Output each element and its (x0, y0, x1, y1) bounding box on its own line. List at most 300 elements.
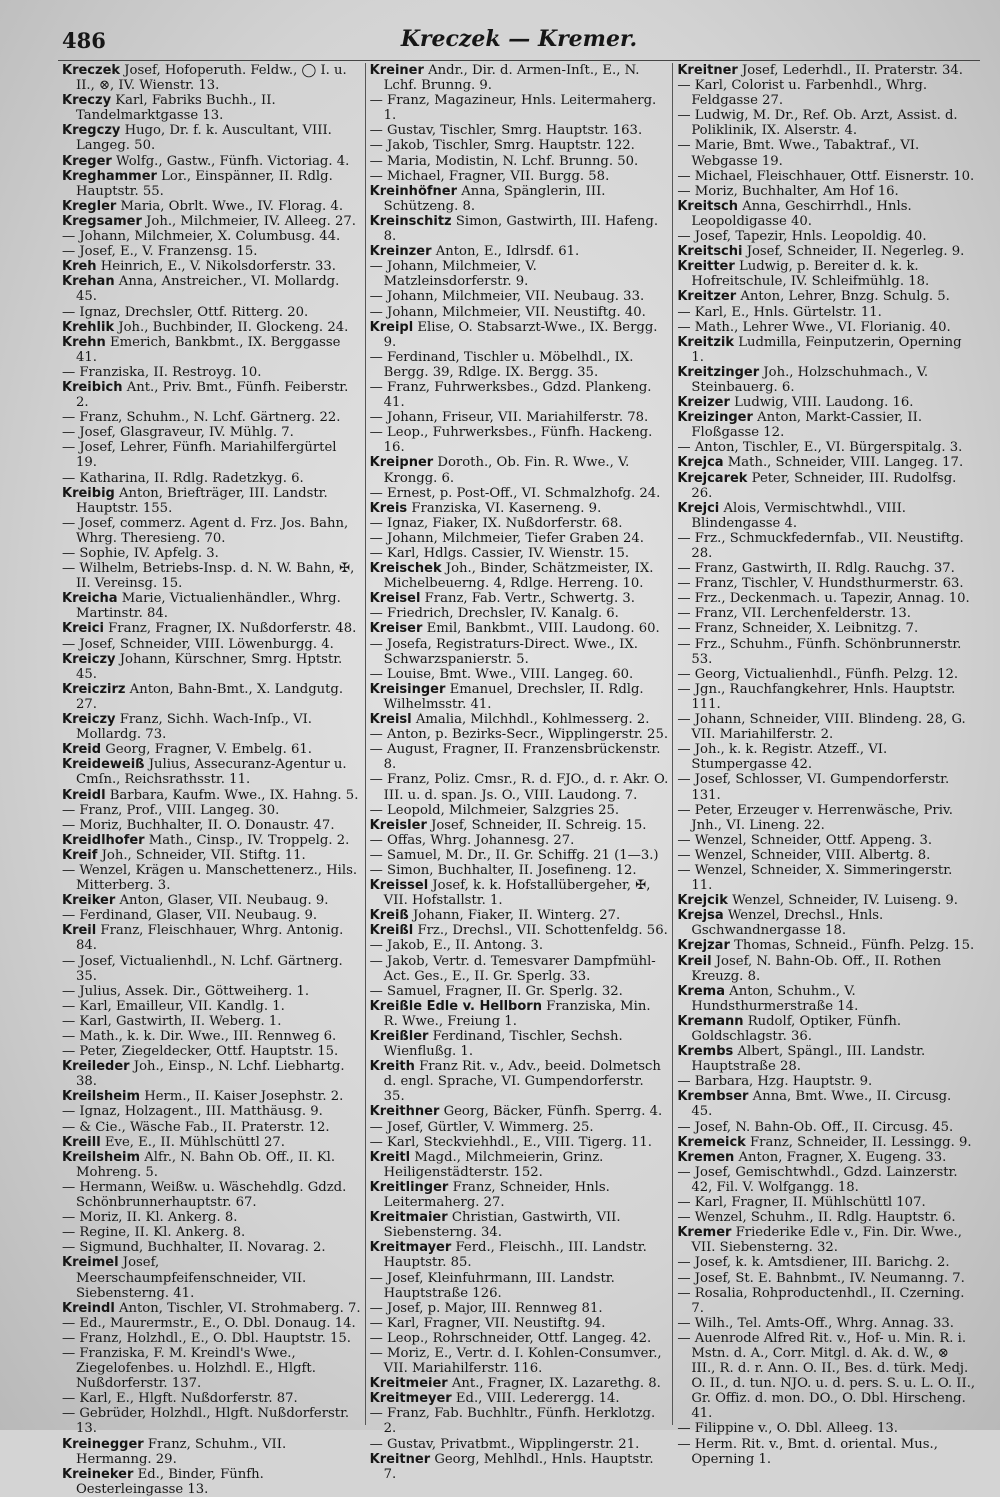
directory-entry (677, 848, 976, 863)
directory-entry (677, 471, 976, 501)
entry-details: — Wenzel, Schuhm., II. Rdlg. Hauptstr. 6. (677, 1210, 956, 1226)
directory-entry (677, 893, 976, 908)
entry-details: Alois, Vermischtwhdl., VIII. Blindengasse 4. (691, 500, 906, 531)
directory-entry (677, 1195, 976, 1210)
entry-details: — Franz, Schuhm., N. Lchf. Gärtnerg. 22. (62, 410, 341, 426)
directory-entry (370, 682, 669, 712)
directory-entry (677, 305, 976, 320)
entry-details: Franz, Sichh. Wach-Inſp., VI. Mollardg. 73. (76, 712, 312, 743)
entry-surname: Kreissel (369, 878, 429, 894)
directory-entry (62, 803, 361, 818)
directory-entry (677, 667, 976, 682)
directory-entry (62, 380, 361, 410)
entry-surname: Kreitmeyer (369, 1391, 452, 1407)
directory-entry (62, 999, 361, 1014)
directory-entry (370, 138, 669, 153)
directory-entry (62, 440, 361, 470)
entry-details: — Jgn., Rauchfangkehrer, Hnls. Hauptstr. 111. (677, 681, 956, 712)
entry-details: Eve, E., II. Mühlschüttl 27. (104, 1134, 285, 1150)
page-header (58, 26, 980, 60)
entry-surname: Kreitschi (677, 244, 743, 260)
entry-details: — Karl, Colorist u. Farbenhdl., Whrg. Feldgasse 27. (677, 78, 928, 109)
directory-entry (370, 154, 669, 169)
entry-details: — Josef, Schneider, VIII. Löwenburgg. 4. (62, 636, 334, 652)
directory-entry (62, 516, 361, 546)
entry-details: Math., Schneider, VIII. Langeg. 17. (727, 455, 964, 471)
entry-details: — Josefa, Registraturs-Direct. Wwe., IX. Schwarzspanierstr. 5. (369, 636, 638, 667)
entry-details: Franz, Fleischhauer, Whrg. Antonig. 84. (76, 923, 344, 954)
directory-entry (62, 1255, 361, 1300)
entry-details: — Josef, Tapezir, Hnls. Leopoldig. 40. (677, 229, 927, 245)
directory-entry (677, 863, 976, 893)
directory-entry (62, 954, 361, 984)
entry-details: — Frz., Schmuckfedernfab., VII. Neustiftg. 28. (677, 530, 964, 561)
page-number: 486 (62, 28, 106, 53)
directory-entry (677, 531, 976, 561)
entry-details: Anton, Bahn-Bmt., X. Landgutg. 27. (76, 681, 344, 712)
entry-surname: Kreitmaier (369, 1210, 448, 1226)
directory-entry (62, 154, 361, 169)
entry-surname: Krejca (677, 455, 724, 471)
entry-surname: Kreilsheim (62, 1089, 141, 1105)
entry-surname: Kreitmayer (369, 1240, 452, 1256)
directory-entry (677, 938, 976, 953)
entry-surname: Kreibig (62, 485, 115, 501)
entry-details: Albert, Spängl., III. Landstr. Hauptstraße 28. (691, 1044, 926, 1075)
directory-entry (370, 1271, 669, 1301)
directory-entry (370, 425, 669, 455)
directory-entry (62, 591, 361, 621)
directory-entry (677, 1044, 976, 1074)
directory-entry (677, 501, 976, 531)
directory-entry (62, 259, 361, 274)
directory-entry (370, 1150, 669, 1180)
directory-entry (62, 410, 361, 425)
directory-entry (370, 305, 669, 320)
entry-surname: Krehan (62, 274, 115, 290)
directory-entry (370, 1301, 669, 1316)
directory-entry (370, 818, 669, 833)
directory-entry (62, 335, 361, 365)
entry-surname: Kreghammer (62, 168, 157, 184)
entry-surname: Kreill (62, 1134, 101, 1150)
directory-entry (370, 878, 669, 908)
directory-entry (62, 1120, 361, 1135)
entry-details: — Franz, Gastwirth, II. Rdlg. Rauchg. 37. (677, 561, 955, 577)
entry-details: Emil, Bankbmt., VIII. Laudong. 60. (426, 621, 660, 637)
entry-surname: Kreitl (369, 1149, 411, 1165)
entry-details: Wolfg., Gastw., Fünfh. Victoriag. 4. (116, 153, 350, 169)
directory-entry (370, 1406, 669, 1436)
entry-details: — Johann, Milchmeier, VII. Neubaug. 33. (369, 289, 645, 305)
entry-details: Anna, Spänglerin, III. Schützeng. 8. (383, 183, 606, 214)
entry-surname: Kreger (62, 153, 112, 169)
entry-details: Joh., Holzschuhmach., V. Steinbauerg. 6. (691, 364, 929, 395)
entry-surname: Kreitner (369, 1451, 431, 1467)
entry-details: Franz, Schneider, II. Lessingg. 9. (750, 1134, 972, 1150)
entry-surname: Kregczy (62, 123, 121, 139)
directory-entry (370, 561, 669, 591)
entry-details: Anton, Tischler, VI. Strohmaberg. 7. (118, 1300, 361, 1316)
entry-surname: Kreith (369, 1059, 415, 1075)
entry-surname: Krejsa (677, 908, 724, 924)
entry-details: Maria, Obrlt. Wwe., IV. Florag. 4. (120, 198, 344, 214)
directory-entry (62, 486, 361, 516)
directory-entry (677, 259, 976, 289)
entry-details: — Josef, St. E. Bahnbmt., IV. Neumanng. 7. (677, 1270, 965, 1286)
entry-details: Josef, Schneider, II. Negerleg. 9. (746, 244, 965, 260)
entry-surname: Kreitzik (677, 334, 734, 350)
entry-details: — Franz, Magazineur, Hnls. Leitermaherg. 1. (369, 93, 657, 124)
entry-details: Lor., Einspänner, II. Rdlg. Hauptstr. 55. (76, 168, 333, 199)
entry-details: — & Cie., Wäsche Fab., II. Praterstr. 12. (62, 1119, 330, 1135)
entry-details: — Wenzel, Schneider, Ottf. Appeng. 3. (677, 832, 933, 848)
directory-entry (677, 591, 976, 606)
entry-details: — Moriz, Buchhalter, II. O. Donaustr. 47. (62, 817, 335, 833)
directory-entry (370, 1331, 669, 1346)
directory-entry (62, 169, 361, 199)
entry-details: Johann, Kürschner, Smrg. Hptstr. 45. (76, 651, 343, 682)
directory-entry (62, 1346, 361, 1391)
directory-entry (677, 1014, 976, 1044)
entry-surname: Kreisinger (369, 681, 446, 697)
entry-details: Ludwig, p. Bereiter d. k. k. Hofreitschule, IV. Schleifmühlg. 18. (691, 259, 930, 290)
entry-surname: Kreisler (369, 817, 427, 833)
directory-entry (62, 788, 361, 803)
entry-details: — Josef, Glasgraveur, IV. Mühlg. 7. (62, 425, 294, 441)
entry-details: — Frz., Deckenmach. u. Tapezir, Annag. 10. (677, 591, 970, 607)
directory-entry (677, 984, 976, 1014)
directory-entry (370, 803, 669, 818)
entry-details: — Rosalia, Rohproductenhdl., II. Czerning. 7. (677, 1285, 965, 1316)
entry-details: — Leopold, Milchmeier, Salzgries 25. (369, 802, 620, 818)
directory-entry (62, 1406, 361, 1436)
directory-entry (62, 1316, 361, 1331)
directory-entry (370, 123, 669, 138)
entry-surname: Kreil (677, 953, 712, 969)
entry-details: — Herm. Rit. v., Bmt. d. oriental. Mus., Operning 1. (677, 1436, 938, 1467)
directory-entry (370, 727, 669, 742)
entry-details: — Hermann, Weißw. u. Wäschehdlg. Gdzd. Schönbrunnerhauptstr. 67. (62, 1179, 347, 1211)
directory-entry (677, 576, 976, 591)
directory-entry (370, 938, 669, 953)
directory-entry (62, 546, 361, 561)
directory-entry (62, 984, 361, 999)
entry-details: — Karl, Fragner, II. Mühlschüttl 107. (677, 1195, 926, 1211)
directory-entry (62, 1210, 361, 1225)
entry-details: — Math., Lehrer Wwe., VI. Florianig. 40. (677, 319, 951, 335)
entry-details: — Wenzel, Krägen u. Manschettenerz., Hils. Mitterberg. 3. (62, 862, 358, 894)
entry-details: — Franz, Tischler, V. Hundsthurmerstr. 63. (677, 576, 964, 592)
directory-entry (677, 108, 976, 138)
entry-surname: Kreiker (62, 893, 116, 909)
entry-details: Franziska, Min. R. Wwe., Freiung 1. (383, 998, 651, 1029)
entry-details: Georg, Mehlhdl., Hnls. Hauptstr. 7. (383, 1451, 654, 1482)
entry-details: — Filippine v., O. Dbl. Alleeg. 13. (677, 1421, 898, 1437)
entry-details: — Michael, Fleischhauer, Ottf. Eisnerstr. 10. (677, 168, 975, 184)
directory-entry (677, 1255, 976, 1270)
directory-entry (677, 1271, 976, 1286)
entry-details: Ed., VIII. Lederergg. 14. (455, 1391, 620, 1407)
directory-entry (62, 123, 361, 153)
directory-entry (62, 1240, 361, 1255)
directory-entry (62, 1437, 361, 1467)
entry-details: Joh., Schneider, VII. Stiftg. 11. (101, 847, 306, 863)
directory-entry (62, 1467, 361, 1497)
entry-details: — Moriz, Buchhalter, Am Hof 16. (677, 183, 899, 199)
directory-entry (677, 606, 976, 621)
directory-entry (677, 772, 976, 802)
entry-surname: Kreischek (369, 561, 442, 577)
directory-entry (677, 833, 976, 848)
entry-surname: Kreitter (677, 259, 735, 275)
entry-details: — Johann, Milchmeier, VII. Neustiftg. 40. (369, 304, 646, 320)
directory-entry (677, 244, 976, 259)
entry-surname: Kreileder (62, 1059, 130, 1075)
entry-details: Emerich, Bankbmt., IX. Berggasse 41. (76, 334, 341, 365)
entry-details: Anton, Lehrer, Bnzg. Schulg. 5. (740, 289, 950, 305)
entry-details: — Peter, Ziegeldecker, Ottf. Hauptstr. 15. (62, 1044, 339, 1060)
directory-entry (677, 184, 976, 199)
directory-entry (370, 1240, 669, 1270)
entry-details: — Gustav, Tischler, Smrg. Hauptstr. 163. (369, 123, 643, 139)
directory-entry (677, 320, 976, 335)
directory-entry (62, 471, 361, 486)
directory-entry (62, 1135, 361, 1150)
directory-entry (62, 1180, 361, 1210)
directory-entry (370, 1210, 669, 1240)
entry-details: Joh., Binder, Schätzmeister, IX. Michelbeuerng. 4, Rdlge. Herreng. 10. (383, 561, 654, 592)
entry-surname: Kreiser (369, 621, 423, 637)
entry-surname: Kreis (369, 500, 408, 516)
entry-details: Joh., Einsp., N. Lchf. Liebhartg. 38. (76, 1059, 345, 1090)
entry-details: — Gebrüder, Holzhdl., Hlgft. Nußdorferstr. 13. (62, 1406, 350, 1437)
entry-surname: Kreitsch (677, 198, 739, 214)
entry-details: Barbara, Kaufm. Wwe., IX. Hahng. 5. (109, 787, 359, 803)
entry-surname: Krehn (62, 334, 106, 350)
column-1 (58, 63, 365, 1497)
entry-details: — Josef, E., V. Franzensg. 15. (62, 244, 258, 260)
directory-entry (370, 531, 669, 546)
entry-details: — Karl, Hdlgs. Cassier, IV. Wienstr. 15. (369, 546, 630, 561)
entry-details: — Karl, Emailleur, VII. Kandlg. 1. (62, 998, 285, 1014)
directory-entry (370, 1135, 669, 1150)
entry-surname: Kreizer (677, 395, 730, 411)
directory-entry (677, 1074, 976, 1089)
directory-entry (370, 863, 669, 878)
entry-details: — Ignaz, Holzagent., III. Matthäusg. 9. (62, 1104, 323, 1120)
directory-entry (677, 1089, 976, 1119)
directory-entry (370, 637, 669, 667)
directory-entry (62, 320, 361, 335)
directory-entry (62, 274, 361, 304)
entry-surname: Kreißl (369, 923, 414, 939)
entry-details: — Franz, Schneider, X. Leibnitzg. 7. (677, 621, 919, 637)
entry-details: — Maria, Modistin, N. Lchf. Brunng. 50. (369, 153, 639, 169)
entry-details: — Regine, II. Kl. Ankerg. 8. (62, 1225, 246, 1241)
entry-details: — Samuel, Fragner, II. Gr. Sperlg. 32. (369, 983, 623, 999)
entry-details: — Franz, Holzhdl., E., O. Dbl. Hauptstr. 15. (62, 1330, 351, 1346)
directory-entry (677, 712, 976, 742)
entry-details: — Friedrich, Drechsler, IV. Kanalg. 6. (369, 606, 619, 622)
directory-entry (62, 833, 361, 848)
directory-entry (370, 320, 669, 350)
entry-details: — Josef, Gürtler, V. Wimmerg. 25. (369, 1119, 594, 1135)
entry-details: — Peter, Erzeuger v. Herrenwäsche, Priv. Jnh., VI. Lineng. 22. (677, 802, 954, 833)
directory-entry (370, 1180, 669, 1210)
entry-details: Ludwig, VIII. Laudong. 16. (734, 395, 914, 411)
entry-details: — Franz, VII. Lerchenfelderstr. 13. (677, 606, 911, 622)
directory-entry (62, 425, 361, 440)
entry-surname: Krembs (677, 1044, 734, 1060)
directory-entry (62, 923, 361, 953)
entry-details: — Ignaz, Fiaker, IX. Nußdorferstr. 68. (369, 515, 623, 531)
entry-details: — Karl, Fragner, VII. Neustiftg. 94. (369, 1315, 606, 1331)
directory-entry (370, 380, 669, 410)
directory-entry (370, 1316, 669, 1331)
entry-details: — August, Fragner, II. Franzensbrückenstr. 8. (369, 742, 661, 773)
directory-entry (677, 229, 976, 244)
directory-entry (62, 1089, 361, 1104)
entry-details: Christian, Gastwirth, VII. Siebensterng. 34. (383, 1210, 621, 1241)
directory-entry (62, 682, 361, 712)
directory-entry (677, 1331, 976, 1422)
entry-details: — Josef, Gemischtwhdl., Gdzd. Lainzerstr. 42, Fil. V. Wolfgangg. 18. (677, 1164, 958, 1195)
directory-entry (677, 455, 976, 470)
entry-details: — Offas, Whrg. Johannesg. 27. (369, 832, 575, 848)
entry-surname: Kreipl (369, 319, 414, 335)
entry-details: Anna, Geschirrhdl., Hnls. Leopoldigasse 40. (691, 198, 912, 229)
entry-details: Herm., II. Kaiser Josephstr. 2. (144, 1089, 344, 1105)
entry-surname: Kreinschitz (369, 213, 452, 229)
entry-details: — Moriz, E., Vertr. d. I. Kohlen-Consumver., VII. Mariahilferstr. 116. (369, 1345, 662, 1377)
directory-entry (677, 199, 976, 229)
entry-details: — Josef, p. Major, III. Rennweg 81. (369, 1300, 603, 1316)
entry-details: Anton, Fragner, X. Eugeng. 33. (738, 1149, 947, 1165)
entry-surname: Kreinzer (369, 244, 432, 260)
directory-entry (62, 621, 361, 636)
directory-entry (370, 63, 669, 93)
directory-entry (370, 1029, 669, 1059)
directory-entry (677, 1120, 976, 1135)
entry-surname: Kreißle Edle v. Hellborn (369, 998, 542, 1014)
directory-entry (370, 486, 669, 501)
entry-details: — Ignaz, Drechsler, Ottf. Ritterg. 20. (62, 304, 309, 320)
directory-entry (370, 954, 669, 984)
entry-details: Emanuel, Drechsler, II. Rdlg. Wilhelmsstr. 41. (383, 681, 644, 712)
entry-surname: Krejcarek (677, 470, 748, 486)
entry-details: — Michael, Fragner, VII. Burgg. 58. (369, 168, 610, 184)
entry-details: — Johann, Schneider, VIII. Blindeng. 28, G. VII. Mariahilferstr. 2. (677, 712, 966, 743)
entry-details: Georg, Fragner, V. Embelg. 61. (105, 742, 312, 758)
directory-entry (370, 1391, 669, 1406)
entry-surname: Kremen (677, 1149, 735, 1165)
entry-surname: Kreiczy (62, 712, 116, 728)
entry-details: — Samuel, M. Dr., II. Gr. Schiffg. 21 (1—3.) (369, 847, 659, 863)
entry-surname: Kreinegger (62, 1436, 144, 1452)
directory-entry (62, 1029, 361, 1044)
directory-entry (62, 199, 361, 214)
entry-details: — Moriz, II. Kl. Ankerg. 8. (62, 1210, 238, 1226)
directory-entry (370, 244, 669, 259)
directory-entry (62, 93, 361, 123)
entry-details: — Johann, Milchmeier, V. Matzleinsdorferstr. 9. (369, 259, 537, 290)
directory-entry (370, 350, 669, 380)
entry-details: Andr., Dir. d. Armen-Inſt., E., N. Lchf. Brunng. 9. (383, 63, 640, 94)
entry-details: Josef, Schneider, II. Schreig. 15. (431, 817, 647, 833)
entry-surname: Kreimel (62, 1255, 119, 1271)
entry-details: — Jakob, Vertr. d. Temesvarer Dampfmühl-Act. Ges., E., II. Gr. Sperlg. 33. (369, 953, 656, 984)
directory-entry (677, 742, 976, 772)
entry-details: — Franz, Poliz. Cmsr., R. d. FJO., d. r. Akr. O. III. u. d. span. Js. O., VIII. Laudong. 7. (369, 772, 669, 803)
directory-entry (370, 908, 669, 923)
directory-entry (677, 1421, 976, 1436)
directory-entry (62, 1059, 361, 1089)
directory-entry (677, 803, 976, 833)
directory-entry (62, 214, 361, 229)
entry-details: Wenzel, Schneider, IV. Luiseng. 9. (732, 893, 958, 909)
entry-details: — Wenzel, Schneider, X. Simmeringerstr. 11. (677, 862, 953, 894)
directory-entry (370, 772, 669, 802)
entry-details: Anna, Bmt. Wwe., II. Circusg. 45. (691, 1089, 952, 1120)
entry-surname: Kremann (677, 1013, 744, 1029)
directory-entry (62, 244, 361, 259)
directory-entry (370, 455, 669, 485)
entry-details: Franz, Fragner, IX. Nußdorferstr. 48. (108, 621, 357, 637)
entry-surname: Kreici (62, 621, 104, 637)
entry-details: — Ed., Maurermstr., E., O. Dbl. Donaug. 14. (62, 1315, 356, 1331)
entry-details: — Franz, Fab. Buchhltr., Fünfh. Herklotzg. 2. (369, 1406, 656, 1437)
entry-surname: Kreitmeier (369, 1376, 448, 1392)
directory-entry (62, 1301, 361, 1316)
entry-details: — Marie, Bmt. Wwe., Tabaktraf., VI. Webgasse 19. (677, 138, 920, 169)
header-rule (58, 60, 980, 61)
directory-entry (370, 591, 669, 606)
entry-details: — Karl, Gastwirth, II. Weberg. 1. (62, 1013, 282, 1029)
directory-entry (62, 848, 361, 863)
entry-details: Anton, Briefträger, III. Landstr. Hauptstr. 155. (76, 485, 328, 516)
entry-surname: Kreitzinger (677, 364, 760, 380)
directory-entry (370, 1376, 669, 1391)
entry-details: — Karl, E., Hnls. Gürtelstr. 11. (677, 304, 882, 320)
entry-details: — Auenrode Alfred Rit. v., Hof- u. Min. R. i. Mstn. d. A., Corr. Mitgl. d. Ak. d. W., ⊗ III., R. d. r. Ann. O. II., Bes. d. türk. Medj. O. II., d. tun. NJO. u. d. pers. S. u. L. O. II., Gr. Offiz. d. mon. DO., O. Dbl. Hirscheng. 41. (677, 1330, 976, 1422)
directory-entry (370, 1346, 669, 1376)
entry-details: — Ludwig, M. Dr., Ref. Ob. Arzt, Assist. d. Poliklinik, IX. Alserstr. 4. (677, 108, 958, 139)
entry-details: Thomas, Schneid., Fünfh. Pelzg. 15. (734, 938, 975, 954)
entry-details: Anton, E., Idlrsdf. 61. (435, 244, 580, 260)
entry-surname: Kreiczy (62, 651, 116, 667)
directory-entry (370, 742, 669, 772)
entry-details: Marie, Victualienhändler., Whrg. Martinstr. 84. (76, 591, 341, 622)
directory-entry (370, 833, 669, 848)
entry-details: — Ernest, p. Post-Off., VI. Schmalzhofg. 24. (369, 485, 661, 501)
entry-surname: Kreipner (369, 455, 434, 471)
entry-details: — Barbara, Hzg. Hauptstr. 9. (677, 1074, 873, 1090)
directory-entry (677, 621, 976, 636)
entry-details: — Ferdinand, Tischler u. Möbelhdl., IX. Bergg. 39, Rdlge. IX. Bergg. 35. (369, 349, 634, 380)
directory-entry (370, 289, 669, 304)
entry-details: Josef, Meerschaumpfeifenschneider, VII. Siebensterng. 41. (76, 1255, 307, 1301)
entry-details: Ferd., Fleischh., III. Landstr. Hauptstr. 85. (383, 1240, 647, 1271)
entry-details: Simon, Gastwirth, III. Hafeng. 8. (383, 213, 659, 245)
directory-entry (677, 335, 976, 365)
directory-entry (62, 1044, 361, 1059)
entry-details: — Gustav, Privatbmt., Wipplingerstr. 21. (369, 1436, 640, 1452)
entry-surname: Krejcik (677, 893, 728, 909)
entry-surname: Kreitzer (677, 289, 737, 305)
entry-surname: Kreif (62, 847, 98, 863)
entry-details: Elise, O. Stabsarzt-Wwe., IX. Bergg. 9. (383, 319, 658, 350)
